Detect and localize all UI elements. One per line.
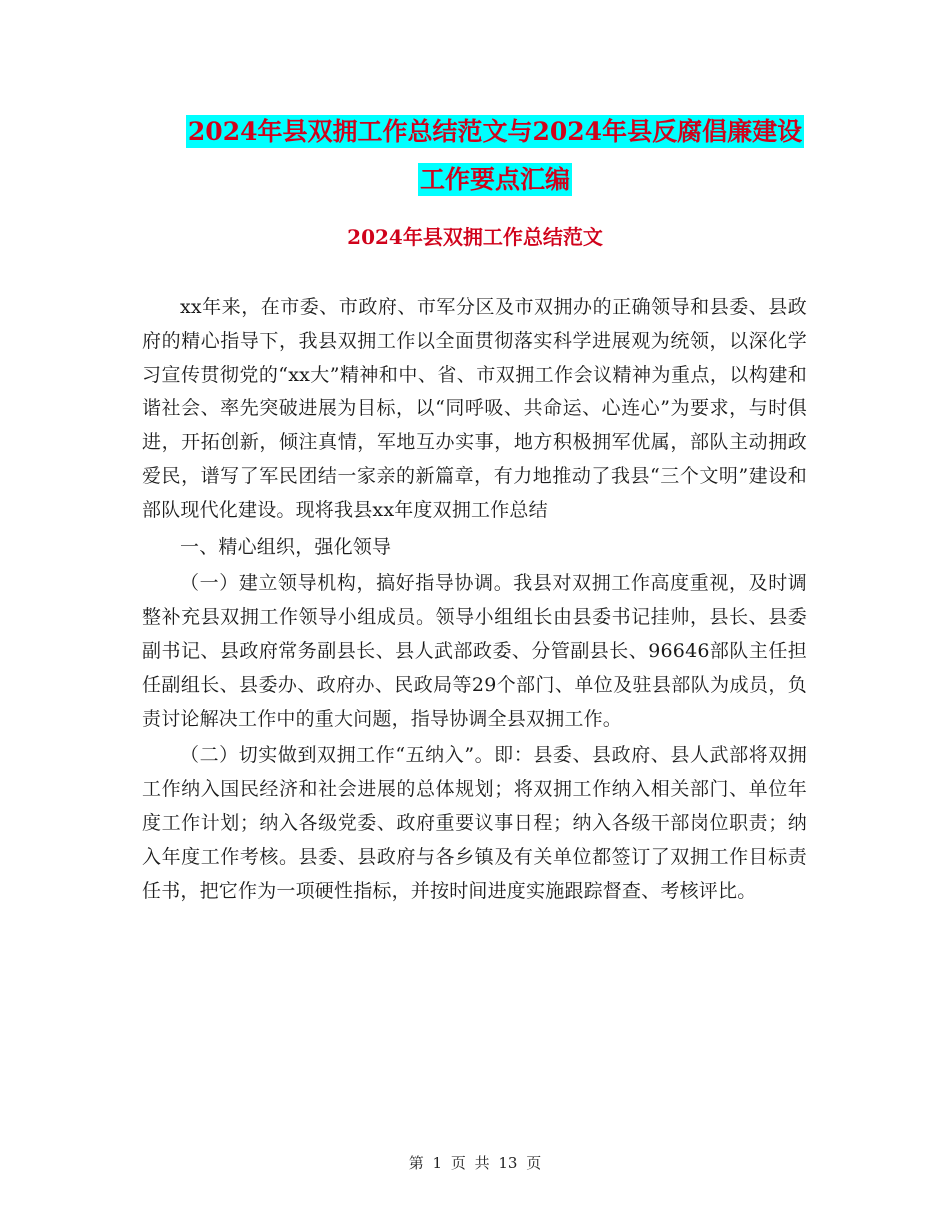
paragraph-intro: xx年来，在市委、市政府、市军分区及市双拥办的正确领导和县委、县政府的精心指导下，我县双拥工作以全面贯彻落实科学进展观为统领，以深化学习宣传贯彻党的“xx大”精神和中、省、市双拥工作会议精神为重点，以构建和谐社会、率先突破进展为目标，以“同呼吸、共命运、心连心”为要求，与时俱进，开拓创新，倾注真情，军地互办实事，地方积极拥军优属，部队主动拥政爱民，谱写了军民团结一家亲的新篇章，有力地推动了我县“三个文明”建设和部队现代化建设。现将我县xx年度双拥工作总结 — [142, 296, 807, 521]
section-title: 2024年县双拥工作总结范文 — [347, 225, 603, 249]
document-title-line2: 工作要点汇编 — [419, 165, 570, 194]
document-title-line1: 2024年县双拥工作总结范文与2024年县反腐倡廉建设 — [187, 117, 803, 146]
document-title — [140, 108, 850, 204]
page-number-footer: 第 1 页 共 13 页 — [408, 1154, 542, 1172]
paragraph-item-one: （一）建立领导机构，搞好指导协调。我县对双拥工作高度重视，及时调整补充县双拥工作领导小组成员。领导小组组长由县委书记挂帅，县长、县委副书记、县政府常务副县长、县人武部政委、分管副县长、96646部队主任担任副组长、县委办、政府办、民政局等29个部门、单位及驻县部队为成员，负责讨论解决工作中的重大问题，指导协调全县双拥工作。 — [142, 572, 807, 730]
document-body — [142, 291, 807, 908]
heading-part-one: 一、精心组织，强化领导 — [180, 535, 392, 558]
paragraph-item-two: （二）切实做到双拥工作“五纳入”。即：县委、县政府、县人武部将双拥工作纳入国民经济和社会进展的总体规划；将双拥工作纳入相关部门、单位年度工作计划；纳入各级党委、政府重要议事日程；纳入各级干部岗位职责；纳入年度工作考核。县委、县政府与各乡镇及有关单位都签订了双拥工作目标责任书，把它作为一项硬性指标，并按时间进度实施跟踪督查、考核评比。 — [142, 744, 807, 902]
